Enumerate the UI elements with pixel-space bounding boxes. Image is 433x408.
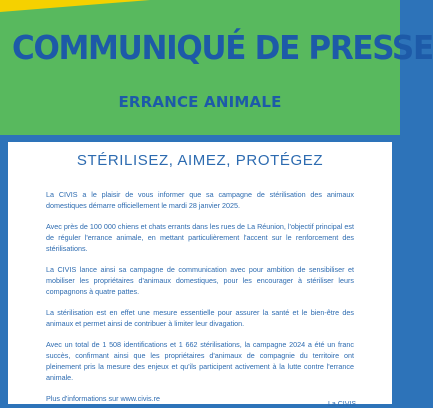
press-header [0,0,433,135]
yellow-accent-stripe [0,0,150,12]
paragraph-more-info: Plus d'informations sur www.civis.re [46,394,161,403]
paragraph-intro: La CIVIS a le plaisir de vous informer que sa campagne de stérilisation des animaux domestiques démarre officiellement le mardi 28 janvier 2025. [46,190,354,210]
release-body [8,189,392,404]
signature: La CIVIS [327,401,356,408]
page-title: COMMUNIQUÉ DE PRESSE [12,28,433,67]
page-subtitle: ERRANCE ANIMALE [118,93,282,111]
paragraph-objective: Avec près de 100 000 chiens et chats errants dans les rues de La Réunion, l'objectif principal est de réguler l'errance animale, en mettant particulièrement l'accent sur le renforcement des stérilisations. [46,222,354,253]
release-heading: STÉRILISEZ, AIMEZ, PROTÉGEZ [76,152,324,169]
press-release-card [8,142,392,408]
paragraph-campaign: La CIVIS lance ainsi sa campagne de communication avec pour ambition de sensibiliser et mobiliser les propriétaires d'animaux domestiques, pour les encourager à stériliser leurs compagnons à quatre pattes. [46,265,354,296]
paragraph-results: Avec un total de 1 508 identifications et 1 662 stérilisations, la campagne 2024 a été un franc succès, confirmant ainsi que les propriétaires d'animaux de compagnie du territoire ont pleinement pris la mesure des enjeux et qu'ils participent activement à la lutte contre l'errance animale. [46,340,354,382]
paragraph-sterilisation: La stérilisation est en effet une mesure essentielle pour assurer la santé et le bien-être des animaux et permet ainsi de contribuer à limiter leur divagation. [46,308,354,328]
